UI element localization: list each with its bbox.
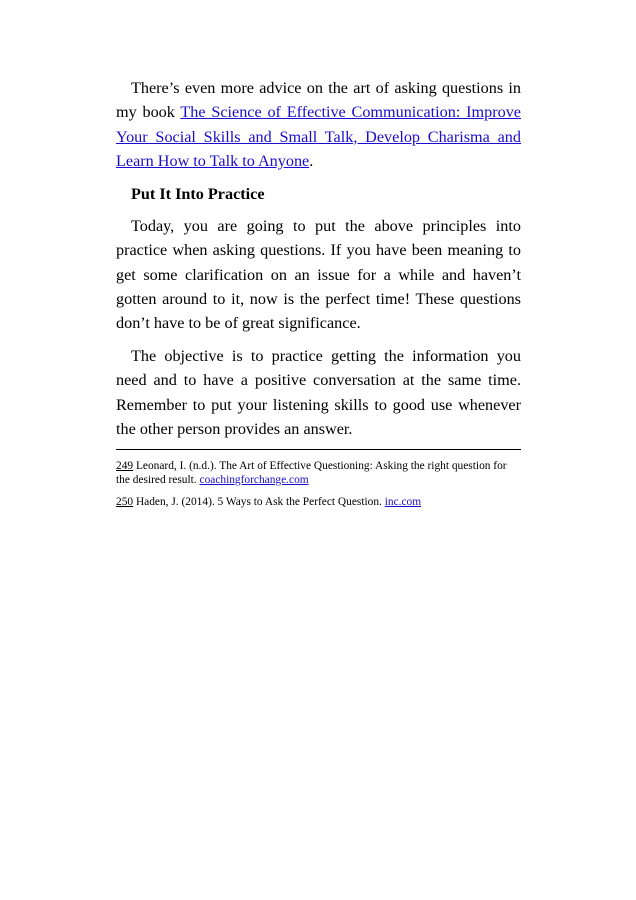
paragraph-book-advice [116, 76, 521, 173]
paragraph-book-advice-text: There’s even more advice on the art of asking questions in my book [116, 79, 521, 122]
footnote-250 [116, 496, 521, 510]
footnote-source-link[interactable]: inc.com [384, 496, 422, 509]
footnote-text: Leonard, I. (n.d.). The Art of Effective Questioning: Asking the right question for the desired result. [116, 460, 507, 486]
footnote-text: Haden, J. (2014). 5 Ways to Ask the Perfect Question. [133, 496, 385, 509]
paragraph-objective: The objective is to practice getting the information you need and to have a positive conversation at the same time. Remember to put your listening skills to good use whenever the other person provides an answer. [116, 347, 521, 439]
book-title-link[interactable]: The Science of Effective Communication: Improve Your Social Skills and Small Talk, Develop Charisma and Learn How to Talk to Anyone [116, 103, 521, 170]
footnote-number-link[interactable]: 249 [116, 460, 134, 473]
paragraph-practice: Today, you are going to put the above principles into practice when asking questions. If you have been meaning to get some clarification on an issue for a while and haven’t gotten around to it, now is the perfect time! These questions don’t have to be of great significance. [116, 217, 521, 333]
paragraph-book-advice-end: . [309, 151, 314, 170]
section-heading: Put It Into Practice [131, 184, 265, 203]
footnotes-section [116, 460, 521, 510]
footnote-number-link[interactable]: 250 [116, 496, 134, 509]
footnote-divider [116, 449, 521, 450]
footnote-249 [116, 460, 521, 487]
footnote-source-link[interactable]: coachingforchange.com [199, 473, 309, 486]
page-content [116, 76, 521, 510]
